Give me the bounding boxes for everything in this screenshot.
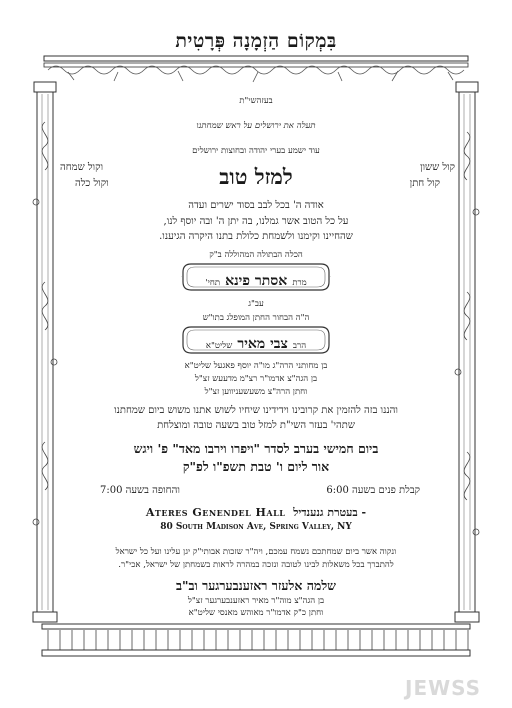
verse-line: תעלה את ירושלים על ראש שמחתנו xyxy=(196,121,316,131)
venue-name: Ateres Genendel Hall xyxy=(145,506,286,519)
chasan-parent-line-3: וחתן הרה"צ משעשעניווען זצ"ל xyxy=(204,387,308,397)
kabbalas-panim-time: קבלת פנים בשעה 6:00 xyxy=(326,485,420,496)
chasan-name: צבי מאיר xyxy=(237,336,288,352)
chasan-suffix: שליט"א xyxy=(205,341,233,351)
signature-line-1: בן הגה"צ מוה"ר מאיר ראזענבערגער זצ"ל xyxy=(187,596,325,606)
date-line-2: אור ליום ו' טבת תשפ"ו לפ"ק xyxy=(182,459,330,474)
kallah-name: אסתר פינא xyxy=(225,273,288,289)
invite-line-1: והננו בזה להזמין את קרובינו וידידינו שיחיו לשוש אתנו משוש ביום שמחתנו xyxy=(114,405,398,416)
kol-chasan: קול חתן xyxy=(409,178,440,189)
date-line-1: ביום חמישי בערב לסדר "ויפרו וירבו מאד" פ' ויגש xyxy=(133,441,379,456)
balustrade-bottom-ornament xyxy=(38,620,474,660)
verse-line-2: עוד ישמע בערי יהודה ובחוצות ירושלים xyxy=(192,146,320,156)
pergola-top-ornament xyxy=(38,50,474,86)
kallah-name-line xyxy=(181,270,331,290)
chasan-name-frame xyxy=(181,325,331,355)
kallah-suffix: תחי' xyxy=(205,278,221,288)
kol-simcha: וקול שמחה xyxy=(60,162,104,173)
connector-text: עב"ג xyxy=(248,299,264,309)
kallah-pre: הכלה הבתולה המהוללה ב"ק xyxy=(209,250,303,260)
signature-line-2: וחתן כ"ק אדמו"ר מאוהש מאנסי שליט"א xyxy=(188,608,324,618)
intro-line-2: על כל הטוב אשר גמלנו, בה יתן ה' ובה יוסף לנו, xyxy=(163,216,349,227)
venue-hebrew: בעטרת גנענדיל - xyxy=(293,506,367,519)
closing-line-2: להתברך בכל משאלות לבינו לטובה ונזכה במהרה לראות בשמחתן של ישראל, אכי"ר. xyxy=(118,560,394,570)
chasan-prefix: הרב xyxy=(292,341,307,351)
watermark-logo: JEWSS xyxy=(405,676,482,700)
kallah-prefix: מרת xyxy=(292,278,307,288)
closing-line-1: ונקוה אשר ביום שמחתכם נשמח עמכם, ויה"ר שזכות אבותי"ק יגן עלינו ועל כל ישראל xyxy=(115,547,397,557)
chasan-parent-line-1: בן מחותני הרה"ג מו"ה יוסף פאגעל שליט"א xyxy=(184,361,328,371)
kol-sasson: קול ששון xyxy=(419,162,455,173)
signature-name: שלמה אלעזר ראזענבערגער וב"ב xyxy=(175,578,337,593)
kol-kallah: וקול כלה xyxy=(75,178,109,189)
kallah-name-frame xyxy=(181,262,331,292)
chasan-pre: ה"ה הבחור החתן המופלג בתו"ש xyxy=(202,313,310,323)
invite-line-2: שתהי' בעזר השי"ת למזל טוב בשעה טובה ומוצלחת xyxy=(157,420,355,431)
venue-address: 80 South Madison Ave, Spring Valley, NY xyxy=(160,522,352,532)
venue-line xyxy=(0,506,512,519)
intro-line-1: אודה ה' בכל לבב בסוד ישרים ועדה xyxy=(188,200,324,211)
intro-line-3: שהחיינו וקימנו ולשמחת כלולת בתנו היקרה הגיענו. xyxy=(159,231,353,242)
chasan-parent-line-2: בן הגה"צ אדמו"ר רצ"מ מדעעש זצ"ל xyxy=(194,374,318,384)
bsd-text: בעזהשי"ת xyxy=(239,96,273,106)
chasan-name-line xyxy=(181,333,331,353)
page-title: בִּמְקוֹם הַזְמָנָה פְּרָטִית xyxy=(175,30,337,52)
mazal-tov-heading: למזל טוב xyxy=(219,164,293,189)
chuppah-time: והחופה בשעה 7:00 xyxy=(100,485,180,496)
